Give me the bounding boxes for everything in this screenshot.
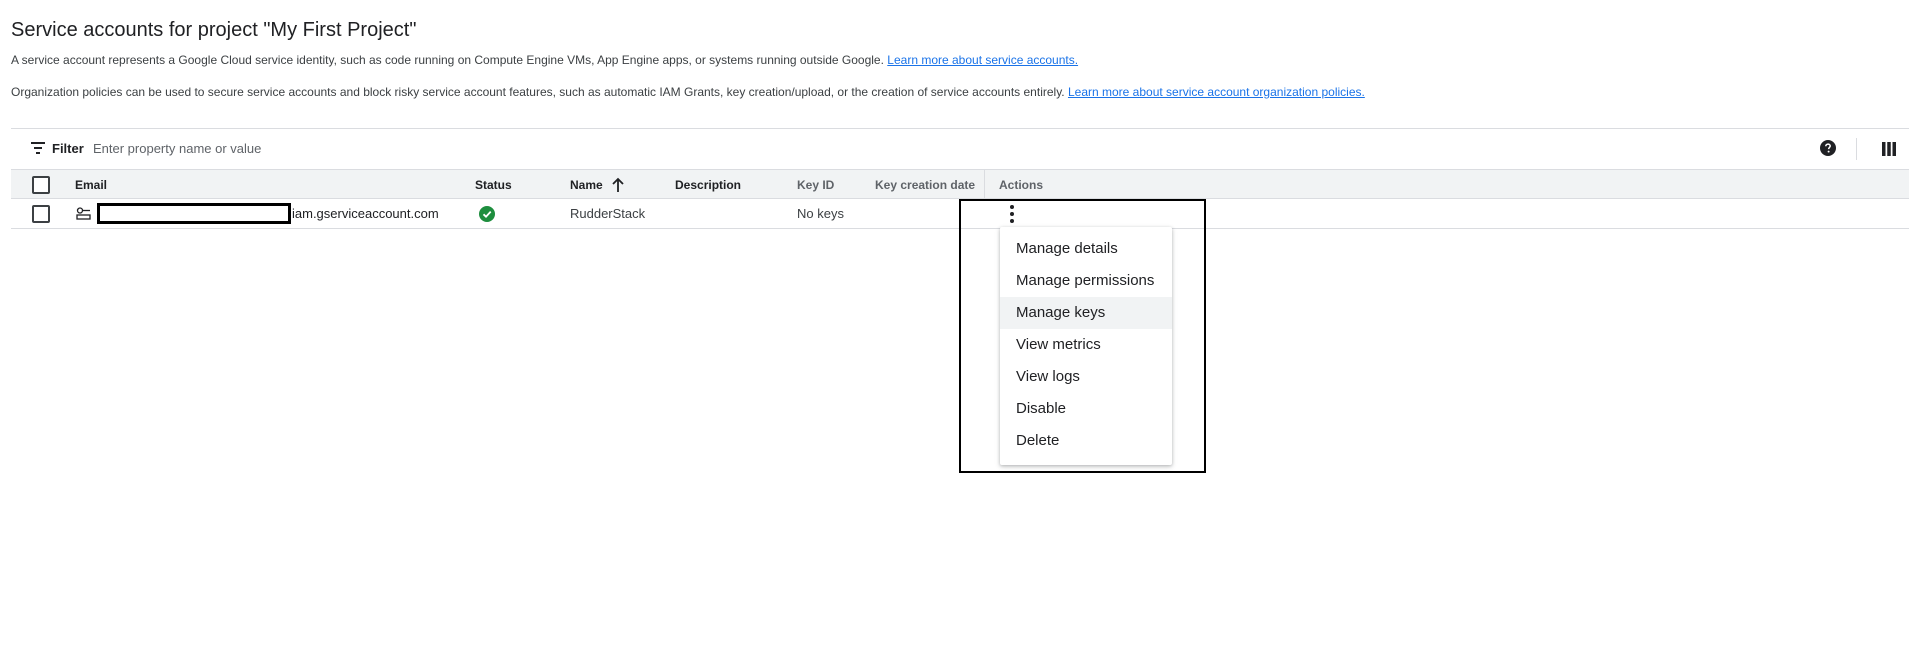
- check-circle-icon: [479, 206, 495, 222]
- table-header: [11, 169, 1909, 199]
- menu-item-manage-permissions[interactable]: Manage permissions: [1016, 272, 1155, 289]
- column-display-icon[interactable]: [1882, 142, 1896, 156]
- intro-paragraph: [11, 53, 1078, 67]
- intro-text: A service account represents a Google Cloud service identity, such as code running on Compute Engine VMs, App Engine apps, or systems running outside Google.: [11, 53, 884, 67]
- service-account-icon: [76, 207, 91, 220]
- column-header-email[interactable]: Email: [75, 178, 108, 192]
- learn-more-service-accounts-link[interactable]: Learn more about service accounts.: [887, 53, 1079, 67]
- menu-item-manage-details[interactable]: Manage details: [1016, 240, 1118, 257]
- column-header-name[interactable]: Name: [570, 178, 603, 192]
- filter-input[interactable]: [93, 137, 593, 159]
- column-header-key-creation-date[interactable]: Key creation date: [875, 178, 976, 192]
- filter-icon[interactable]: [31, 142, 45, 154]
- menu-item-delete[interactable]: Delete: [1016, 432, 1060, 449]
- select-all-checkbox[interactable]: [32, 176, 50, 194]
- column-header-status[interactable]: Status: [475, 178, 512, 192]
- column-header-key-id[interactable]: Key ID: [797, 178, 835, 192]
- arrow-up-icon[interactable]: [611, 177, 625, 193]
- policy-paragraph: [11, 85, 1365, 99]
- filter-bar: [11, 128, 1909, 169]
- toolbar-divider: [1856, 138, 1857, 160]
- actions-menu: [1000, 227, 1172, 465]
- filter-label[interactable]: Filter: [52, 141, 84, 156]
- learn-more-org-policies-link[interactable]: Learn more about service account organization policies.: [1067, 85, 1365, 99]
- more-vert-icon[interactable]: [1006, 204, 1018, 224]
- redacted-email: [97, 203, 291, 224]
- page-title: Service accounts for project "My First Project": [11, 19, 417, 41]
- table-row: [11, 199, 1909, 229]
- menu-item-view-metrics[interactable]: View metrics: [1016, 336, 1101, 353]
- menu-item-view-logs[interactable]: View logs: [1016, 368, 1080, 385]
- key-id-value: No keys: [797, 206, 844, 221]
- actions-column-divider: [984, 170, 985, 198]
- column-header-description[interactable]: Description: [675, 178, 742, 192]
- column-header-actions: Actions: [999, 178, 1044, 192]
- menu-item-manage-keys[interactable]: Manage keys: [1000, 297, 1172, 329]
- help-icon[interactable]: [1820, 140, 1836, 156]
- row-checkbox[interactable]: [32, 205, 50, 223]
- email-link[interactable]: iam.gserviceaccount.com: [292, 206, 439, 221]
- service-account-name: RudderStack: [570, 206, 646, 221]
- menu-item-disable[interactable]: Disable: [1016, 400, 1067, 417]
- policy-text: Organization policies can be used to secure service accounts and block risky service account features, such as automatic IAM Grants, key creation/upload, or the creation of service accounts entirely.: [11, 85, 1065, 99]
